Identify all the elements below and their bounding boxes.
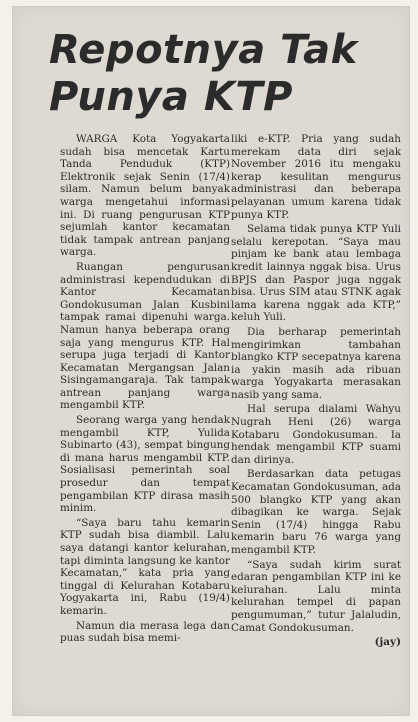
paragraph: Dia berharap pemerintah mengirimkan tambahan blangko KTP secepatnya karena ia yakin masih ada ribuan warga Yogyakarta merasakan nasib yang sama. [231,325,401,401]
article-column-right [231,133,401,649]
paragraph: WARGA Kota Yogyakarta sudah bisa mencetak Kartu Tanda Penduduk (KTP) Elektronik sejak Senin (17/4) silam. Namun belum banyak warga mengetahui informasi ini. Di ruang pengurusan KTP sejumlah kantor kecamatan tidak tampak antrean panjang warga. [60,133,230,259]
article-headline [49,27,399,121]
paragraph: liki e-KTP. Pria yang sudah merekam data diri sejak November 2016 itu mengaku kerap kesulitan mengurus administrasi dan beberapa pelayanan umum karena tidak punya KTP. [231,133,401,221]
headline-line-2: Punya KTP [49,74,293,120]
paragraph: Seorang warga yang hendak mengambil KTP, Yulida Subinarto (43), sempat bingung di mana harus mengambil KTP. Sosialisasi pemerintah soal prosedur dan tempat pengambilan KTP dirasa masih minim. [60,414,230,515]
paragraph: Ruangan pengurusan administrasi kependudukan di Kantor Kecamatan Gondokusuman Jalan Kusbini tampak ramai dipenuhi warga. Namun hanya beberapa orang saja yang mengurus KTP. Hal serupa juga terjadi di Kantor Kecamatan Mergangsan Jalan Sisingamangaraja. Tak tampak antrean panjang warga mengambil KTP. [60,260,230,412]
article-column-left [60,133,230,647]
paragraph: Namun dia merasa lega dan puas sudah bisa memi- [60,619,230,645]
paragraph: Selama tidak punya KTP Yuli selalu kerepotan. “Saya mau pinjam ke bank atau lembaga kredit lainnya nggak bisa. Urus BPJS dan Paspor juga nggak bisa. Urus SIM atau STNK agak lama karena nggak ada KTP,” keluh Yuli. [231,223,401,324]
paragraph: Hal serupa dialami Wahyu Nugrah Heni (26) warga Kotabaru Gondokusuman. Ia hendak mengambil KTP suami dan dirinya. [231,403,401,466]
paragraph: Berdasarkan data petugas Kecamatan Gondokusuman, ada 500 blangko KTP yang akan dibagikan ke warga. Sejak Senin (17/4) hingga Rabu kemarin baru 76 warga yang mengambil KTP. [231,468,401,556]
newspaper-clipping [12,6,410,716]
paragraph: “Saya sudah kirim surat edaran pengambilan KTP ini ke kelurahan. Lalu minta kelurahan tempel di papan pengumuman,” tutur Jalaludin, Camat Gondokusuman. [231,558,401,634]
paragraph: “Saya baru tahu kemarin KTP sudah bisa diambil. Lalu saya datangi kantor kelurahan, tapi diminta langsung ke kantor Kecamatan,” kata pria yang tinggal di Kelurahan Kotabaru Yogyakarta ini, Rabu (19/4) kemarin. [60,516,230,617]
author-signature: (jay) [374,636,401,649]
headline-line-1: Repotnya Tak [49,27,358,73]
